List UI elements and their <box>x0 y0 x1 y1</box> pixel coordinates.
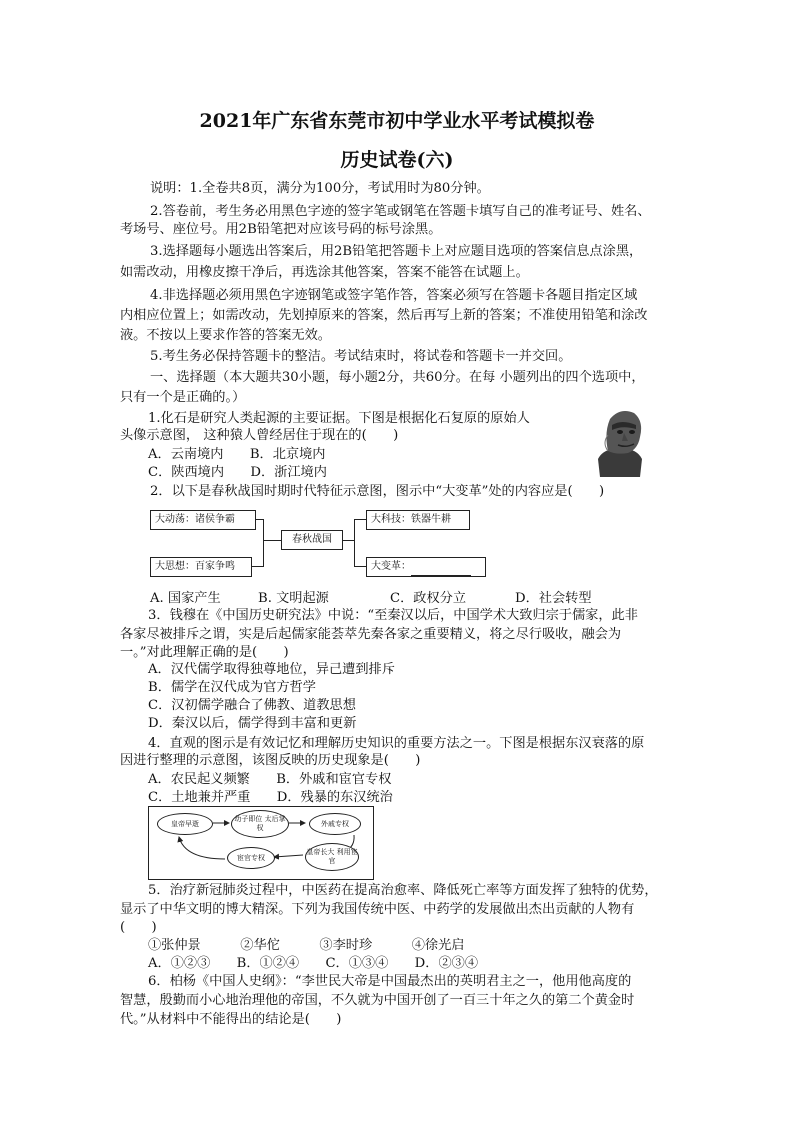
connector <box>263 519 264 567</box>
instruction-4-cont: 内相应位置上；如需改动，先划掉原来的答案，然后再写上新的答案；不准使用铅笔和涂改 <box>120 308 648 323</box>
instruction-3: 3.选择题每小题选出答案后，用2B铅笔把答题卡上对应题目选项的答案信息点涂黑， <box>150 244 643 259</box>
question-5-options: A．①②③ B．①②④ C．①③④ D．②③④ <box>148 956 479 971</box>
diagram-box-thought: 大思想：百家争鸣 <box>150 557 252 577</box>
question-2-stem: 2．以下是春秋战国时期时代特征示意图，图示中“大变革”处的内容应是( ) <box>150 484 605 499</box>
spring-autumn-diagram <box>150 505 490 580</box>
diagram-box-center: 春秋战国 <box>281 530 343 550</box>
diagram-box-technology: 大科技：铁器牛耕 <box>366 510 470 530</box>
diagram-box-reform <box>366 557 486 577</box>
connector <box>354 519 366 520</box>
answer-blank <box>411 563 471 576</box>
question-5-stem: 5．治疗新冠肺炎过程中，中医药在提高治愈率、降低死亡率等方面发挥了独特的优势， <box>148 883 658 898</box>
diagram-box-upheaval: 大动荡：诸侯争霸 <box>150 510 256 530</box>
exam-subtitle: 历史试卷(六) <box>340 149 454 171</box>
question-4-stem-cont: 因进行整理的示意图，该图反映的历史现象是( ) <box>120 753 421 768</box>
node-eunuch-power: 宦官专权 <box>227 847 275 869</box>
connector <box>354 519 355 567</box>
question-6-stem-end: 代。”从材料中不能得出的结论是( ) <box>120 1012 342 1027</box>
question-2-option-d: D．社会转型 <box>515 591 592 606</box>
question-1-options-ab: A．云南境内 B．北京境内 <box>148 447 326 462</box>
diagram-box-reform-label: 大变革： <box>371 561 411 572</box>
eastern-han-cycle-diagram <box>148 806 374 880</box>
section-one-heading: 一、选择题（本大题共30小题，每小题2分，共60分。在每 小题列出的四个选项中， <box>150 370 645 385</box>
question-6-stem-cont: 智慧，殷勤而小心地治理他的帝国，不久就为中国开创了一百三十年之久的第二个黄金时 <box>120 993 635 1008</box>
question-3-option-c: C．汉初儒学融合了佛教、道教思想 <box>148 698 356 713</box>
question-3-option-b: B．儒学在汉代成为官方哲学 <box>148 680 316 695</box>
question-1-stem-cont: 头像示意图， 这种猿人曾经居住于现在的( ) <box>120 428 399 443</box>
connector <box>263 540 281 541</box>
exam-title: 2021年广东省东莞市初中学业水平考试模拟卷 <box>199 110 595 132</box>
question-4-options-cd: C．土地兼并严重 D．残暴的东汉统治 <box>148 790 393 805</box>
question-5-stem-end: ( ) <box>120 920 157 935</box>
instruction-3-cont: 如需改动，用橡皮擦干净后，再选涂其他答案，答案不能答在试题上。 <box>120 265 529 280</box>
question-5-stem-cont: 显示了中华文明的博大精深。下列为我国传统中医、中药学的发展做出杰出贡献的人物有 <box>120 902 635 917</box>
instruction-4: 4.非选择题必须用黑色字迹钢笔或签字笔作答，答案必须写在答题卡各题目指定区域 <box>150 288 638 303</box>
ape-man-bust-image <box>582 403 658 479</box>
question-1-options-cd: C．陕西境内 D．浙江境内 <box>148 465 327 480</box>
question-3-stem: 3．钱穆在《中国历史研究法》中说：“至秦汉以后，中国学术大致归宗于儒家，此非 <box>148 608 638 623</box>
instruction-4-end: 液。不按以上要求作答的答案无效。 <box>120 328 331 343</box>
connector <box>354 566 366 567</box>
question-3-option-d: D．秦汉以后，儒学得到丰富和更新 <box>148 716 357 731</box>
question-4-options-ab: A．农民起义频繁 B．外戚和宦官专权 <box>148 772 392 787</box>
question-1-stem: 1.化石是研究人类起源的主要证据。下图是根据化石复原的原始人 <box>148 411 530 426</box>
question-3-option-a: A．汉代儒学取得独尊地位，异己遭到排斥 <box>148 662 395 677</box>
instruction-2-cont: 考场号、座位号。用2B铅笔把对应该号码的标号涂黑。 <box>120 222 442 237</box>
node-emperor-uses-eunuchs: 皇帝长大 利用宦官 <box>305 843 359 871</box>
question-5-items: ①张仲景 ②华佗 ③李时珍 ④徐光启 <box>148 938 465 953</box>
question-3-stem-end: 一。”对此理解正确的是( ) <box>120 645 289 660</box>
node-emperor-early-death: 皇帝早逝 <box>157 813 213 835</box>
question-3-stem-cont: 各家尽被排斥之谓，实是后起儒家能荟萃先秦各家之重要精义，将之尽行吸收，融会为 <box>120 627 622 642</box>
node-child-enthroned: 幼子即位 太后掌权 <box>231 810 289 838</box>
section-one-heading-cont: 只有一个是正确的。） <box>120 390 246 405</box>
instruction-1: 说明：1.全卷共8页，满分为100分，考试用时为80分钟。 <box>150 181 490 196</box>
question-2-option-a: A. 国家产生 <box>150 591 221 606</box>
question-2-option-c: C．政权分立 <box>390 591 467 606</box>
question-4-stem: 4．直观的图示是有效记忆和理解历史知识的重要方法之一。下图是根据东汉衰落的原 <box>148 736 645 751</box>
question-6-stem: 6．柏杨《中国人史纲》：“李世民大帝是中国最杰出的英明君主之一，他用他高度的 <box>148 974 632 989</box>
instruction-5: 5.考生务必保持答题卡的整洁。考试结束时，将试卷和答题卡一并交回。 <box>150 349 572 364</box>
question-2-option-b: B. 文明起源 <box>258 591 329 606</box>
instruction-2: 2.答卷前，考生务必用黑色字迹的签字笔或钢笔在答题卡填写自己的准考证号、姓名、 <box>150 204 651 219</box>
node-relatives-power: 外戚专权 <box>309 813 361 835</box>
